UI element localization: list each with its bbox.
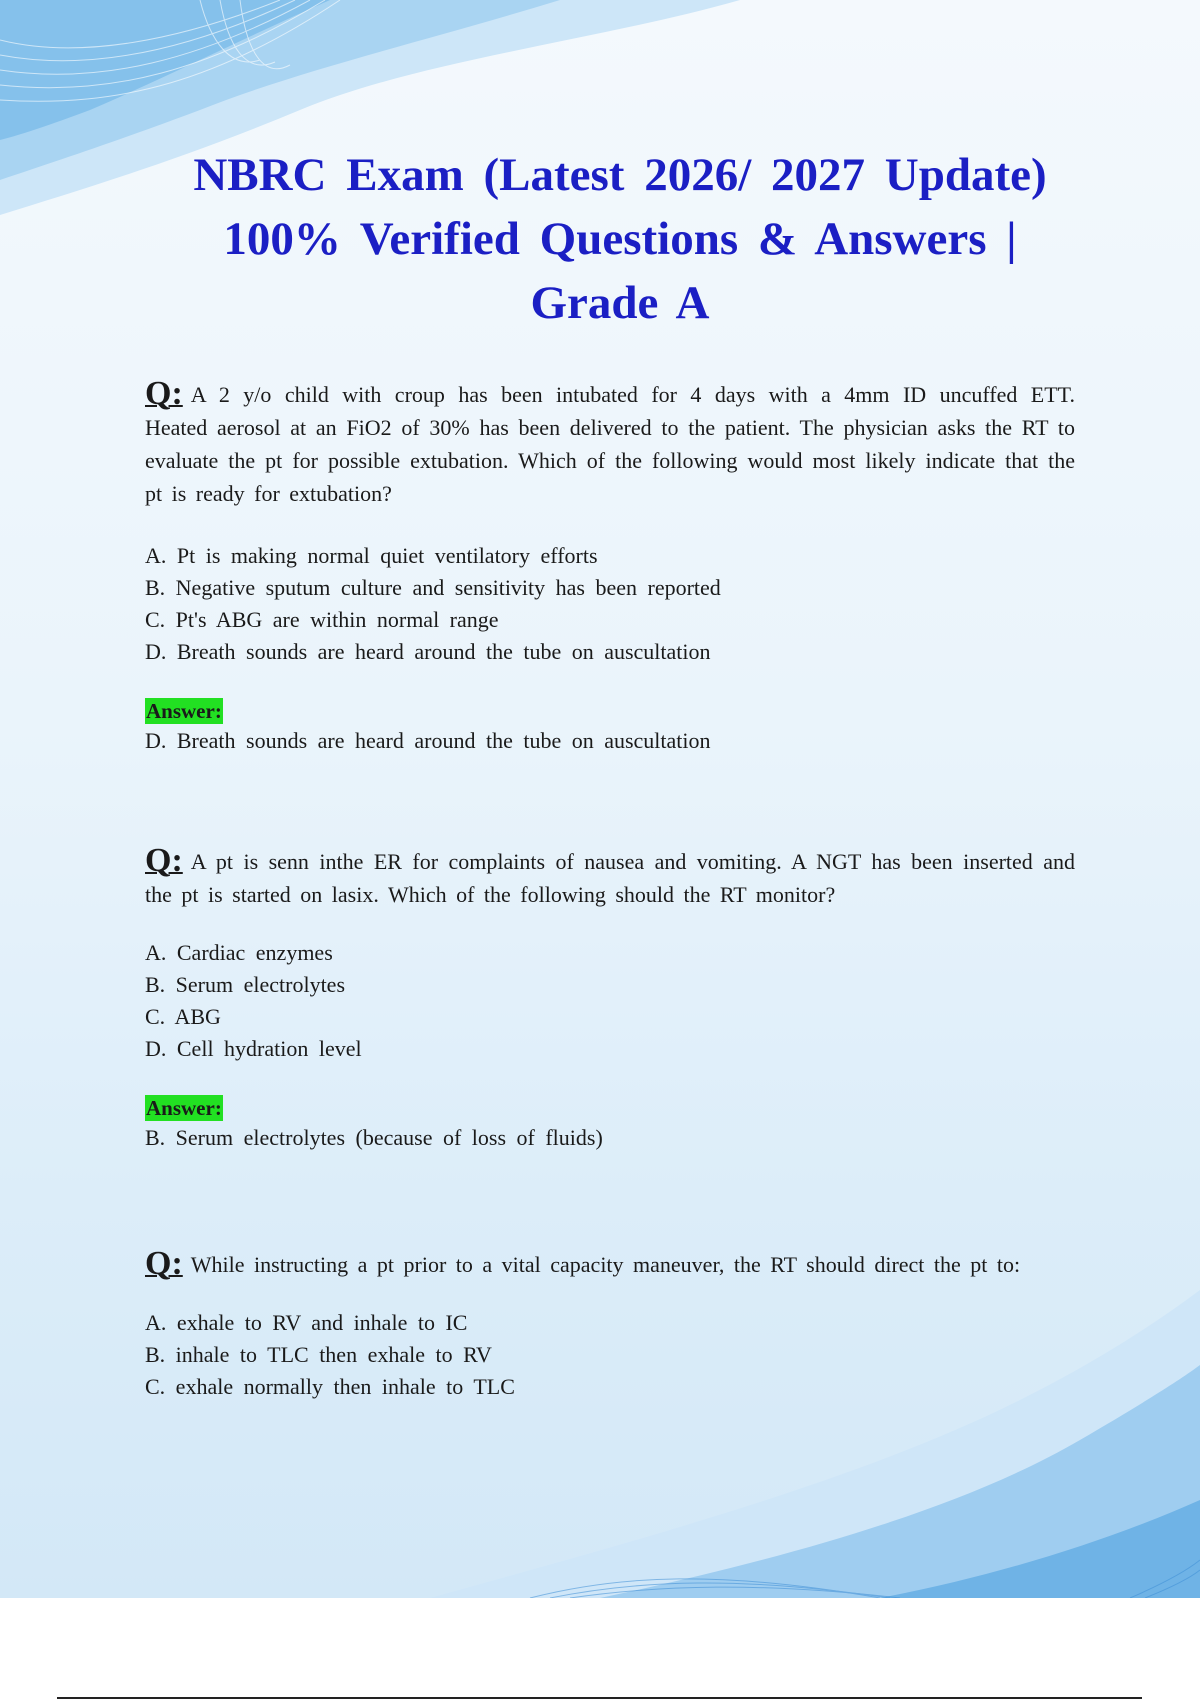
question-text-1: Q: A 2 y/o child with croup has been intubated for 4 days with a 4mm ID uncuffed ETT. Heated aerosol at an FiO2 of 30% has been delivered to the patient. The physician asks the RT to evaluate the pt for possible extubation. Which of the following would most likely indicate that the pt is ready for extubation?: [145, 375, 1075, 506]
question-block-1: [145, 377, 1075, 758]
option-list-1: [145, 540, 1075, 668]
option-list-2: [145, 937, 1075, 1065]
question-label: Q:: [145, 1245, 183, 1282]
title-line-3: Grade A: [530, 277, 710, 329]
option-item: B. inhale to TLC then exhale to RV: [145, 1342, 492, 1367]
option-item: D. Cell hydration level: [145, 1036, 362, 1061]
question-block-2: [145, 844, 1075, 1155]
question-text-2: Q: A pt is senn inthe ER for complaints of nausea and vomiting. A NGT has been inserted and the pt is started on lasix. Which of the following should the RT monitor?: [145, 842, 1075, 907]
option-item: A. Cardiac enzymes: [145, 940, 333, 965]
option-item: B. Serum electrolytes: [145, 972, 346, 997]
question-label: Q:: [145, 375, 183, 412]
answer-label: Answer:: [146, 699, 222, 723]
question-block-3: [145, 1247, 1075, 1403]
option-item: C. ABG: [145, 1004, 221, 1029]
question-label: Q:: [145, 842, 183, 879]
question-text-3: Q: While instructing a pt prior to a vital capacity maneuver, the RT should direct the pt to:: [145, 1245, 1021, 1282]
answer-label: Answer:: [146, 1096, 222, 1120]
option-item: C. exhale normally then inhale to TLC: [145, 1374, 515, 1399]
option-item: A. exhale to RV and inhale to IC: [145, 1310, 468, 1335]
option-list-3: [145, 1307, 1075, 1403]
title-line-2: 100% Verified Questions & Answers |: [223, 213, 1017, 265]
option-item: B. Negative sputum culture and sensitivity has been reported: [145, 575, 721, 600]
title-line-1: NBRC Exam (Latest 2026/ 2027 Update): [193, 149, 1047, 201]
option-item: C. Pt's ABG are within normal range: [145, 607, 499, 632]
option-item: A. Pt is making normal quiet ventilatory efforts: [145, 543, 598, 568]
answer-text-1: D. Breath sounds are heard around the tube on auscultation: [145, 728, 711, 753]
document-title: [130, 143, 1110, 335]
answer-text-2: B. Serum electrolytes (because of loss of fluids): [145, 1125, 603, 1150]
option-item: D. Breath sounds are heard around the tube on auscultation: [145, 639, 711, 664]
footer-divider: [57, 1697, 1142, 1699]
